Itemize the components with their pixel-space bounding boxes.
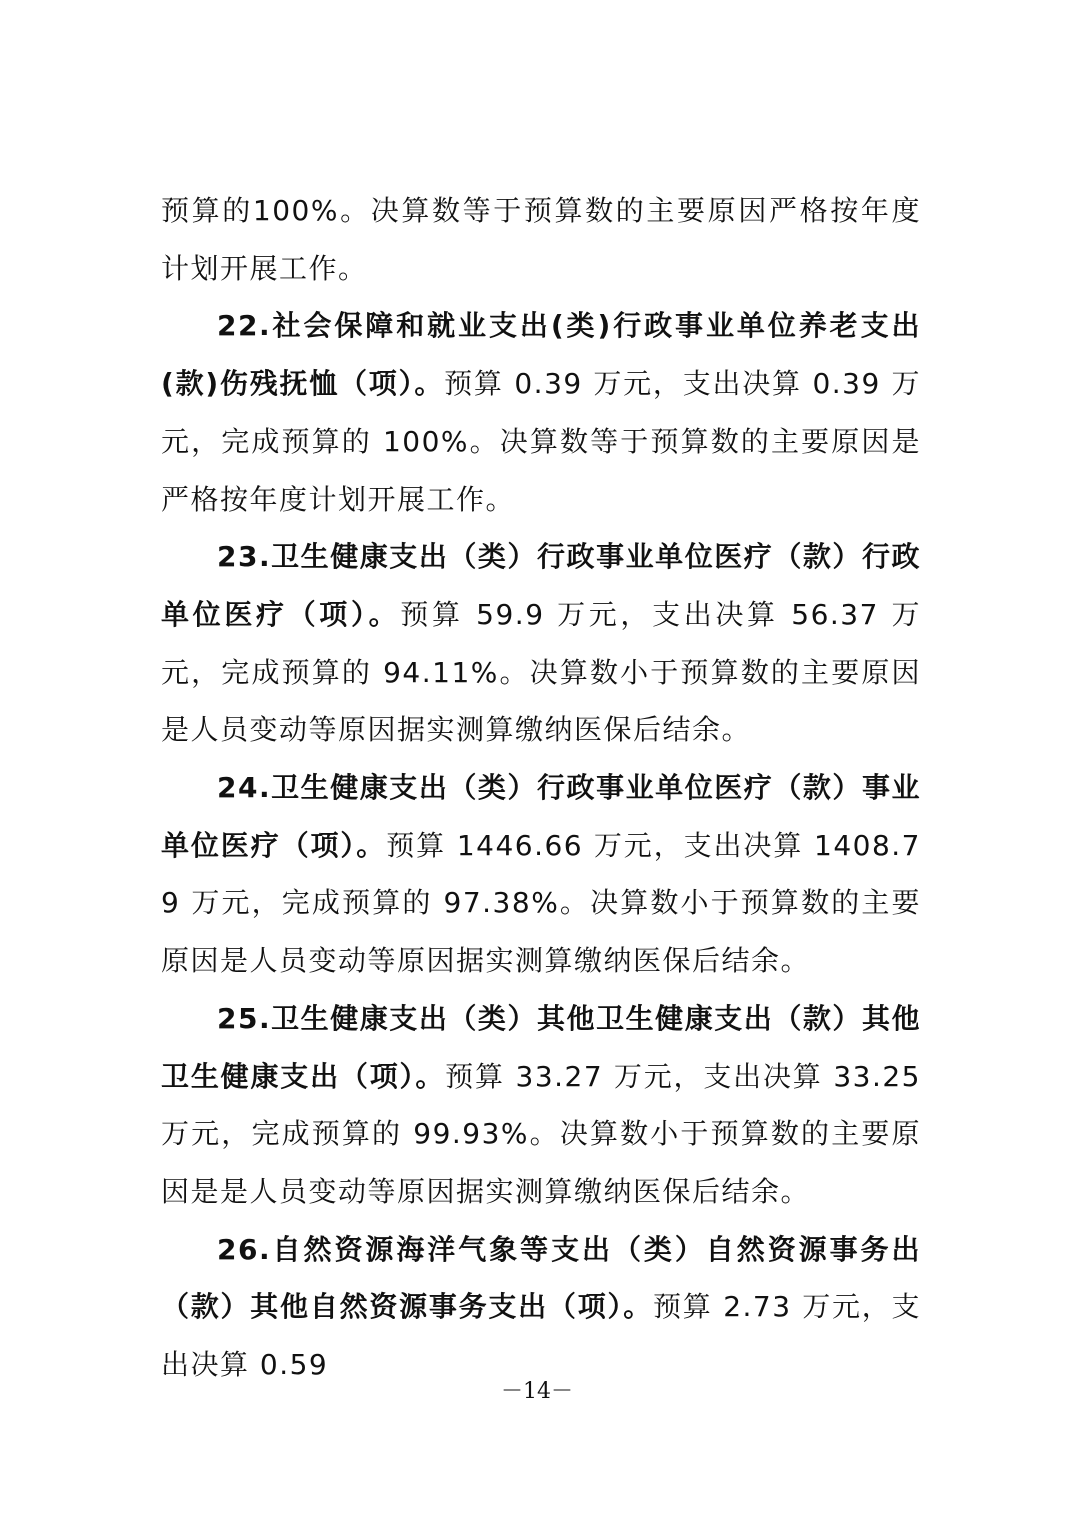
paragraph-item-25 (161, 990, 921, 1221)
paragraph-item-26 (161, 1221, 921, 1394)
item-heading: 26.自然资源海洋气象等支出（类）自然资源事务出（款）其他自然资源事务支出（项）。 (161, 1232, 921, 1324)
paragraph-text: 预算 59.9 万元，支出决算 56.37 万元，完成预算的 94.11%。决算数小于预算数的主要原因是人员变动等原因据实测算缴纳医保后结余。 (161, 597, 921, 747)
item-heading: 24.卫生健康支出（类）行政事业单位医疗（款）事业单位医疗（项）。 (161, 771, 921, 862)
paragraph-text: 预算 33.27 万元，支出决算 33.25 万元，完成预算的 99.93%。决算数小于预算数的主要原因是是人员变动等原因据实测算缴纳医保后结余。 (161, 1059, 921, 1208)
paragraph-text: 预算 2.73 万元，支出决算 0.59 (161, 1290, 921, 1382)
item-heading: 23.卫生健康支出（类）行政事业单位医疗（款）行政单位医疗（项）。 (161, 540, 921, 631)
item-heading: 25.卫生健康支出（类）其他卫生健康支出（款）其他卫生健康支出（项）。 (161, 1001, 921, 1093)
paragraph-item-24 (161, 759, 921, 990)
paragraph-text: 预算 1446.66 万元，支出决算 1408.79 万元，完成预算的 97.38%。决算数小于预算数的主要原因是人员变动等原因据实测算缴纳医保后结余。 (161, 828, 921, 978)
paragraph-item-22 (161, 297, 921, 528)
page-number: －14－ (501, 1379, 573, 1404)
document-body (161, 182, 921, 1394)
paragraph-item-23 (161, 528, 921, 759)
paragraph-text: 预算的100%。决算数等于预算数的主要原因严格按年度计划开展工作。 (161, 194, 921, 285)
item-heading: 22.社会保障和就业支出(类)行政事业单位养老支出(款)伤残抚恤（项）。 (161, 309, 921, 401)
paragraph-continued (161, 182, 921, 297)
paragraph-text: 预算 0.39 万元，支出决算 0.39 万元，完成预算的 100%。决算数等于预算数的主要原因是严格按年度计划开展工作。 (161, 367, 921, 516)
